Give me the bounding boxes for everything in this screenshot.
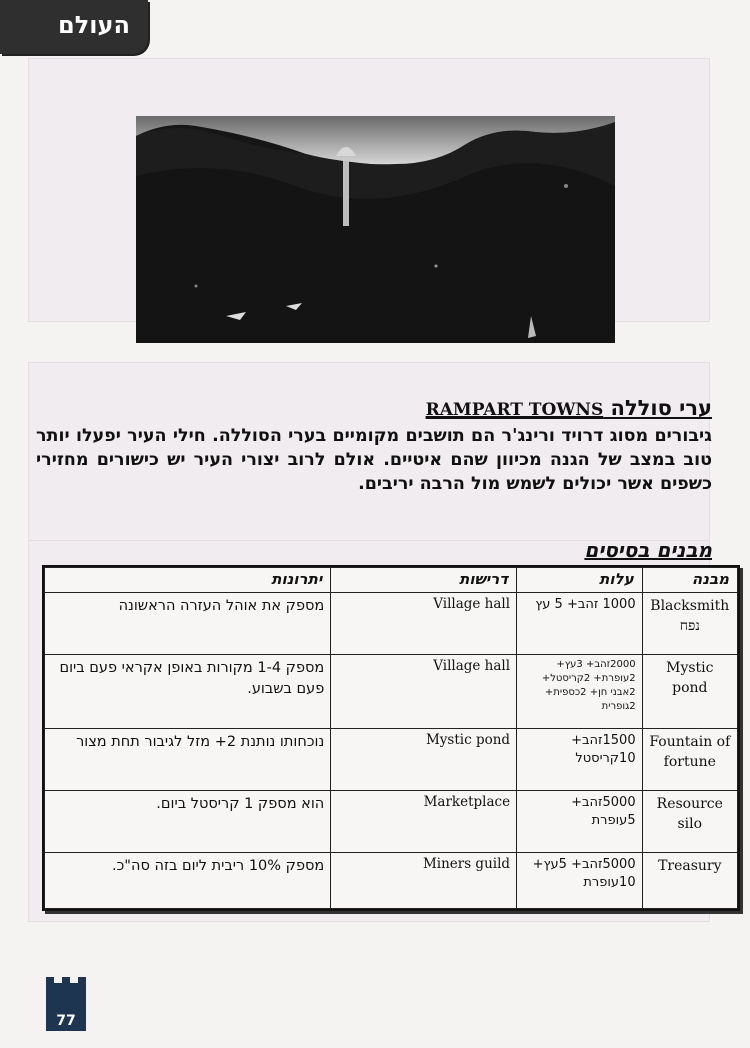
page-number: 77 — [56, 1013, 76, 1029]
tower-crenel-icon — [62, 977, 70, 984]
building-benefit: נוכחותו נותנת 2+ מזל לגיבור תחת מצור — [45, 729, 331, 791]
building-requirement: Village hall — [331, 655, 517, 729]
building-benefit: מספק 1-4 מקורות באופן אקראי פעם ביום פעם בשבוע. — [45, 655, 331, 729]
column-header: מבנה — [642, 568, 737, 593]
chapter-tab — [0, 0, 148, 54]
building-cost: 1000 זהב+ 5 עץ — [517, 593, 643, 655]
building-benefit: מספק 10% ריבית ליום בזה סה"כ. — [45, 853, 331, 909]
building-cost: 2000זהב+ 3עץ+ 2עופרת+ 2קריסטל+ 2אבני חן+ 2כספית+ 2גופרית — [517, 655, 643, 729]
building-benefit: מספק את אוהל העזרה הראשונה — [45, 593, 331, 655]
heading-latin: RAMPART TOWNS — [425, 400, 604, 420]
table-row — [45, 853, 738, 909]
building-cost: 5000זהב+ 5עץ+ 10עופרת — [517, 853, 643, 909]
table-row — [45, 791, 738, 853]
building-requirement: Mystic pond — [331, 729, 517, 791]
building-name: Blacksmith נפח — [642, 593, 737, 655]
building-name: Resource silo — [642, 791, 737, 853]
section-heading — [426, 396, 712, 420]
buildings-table — [42, 565, 740, 911]
landscape-illustration — [136, 116, 615, 343]
page-number-badge — [46, 983, 86, 1031]
building-name: Treasury — [642, 853, 737, 909]
intro-paragraph: גיבורים מסוג דרויד ורינג'ר הם תושבים מקומיים בערי הסוללה. חילי העיר יפעלו יותר טוב במצב של הגנה מכיוון שהם איטיים. אולם לרוב יצורי העיר יש כישורים מחזירי כשפים אשר יכולים לשמש מול הרבה יריבים. — [36, 426, 712, 494]
building-requirement: Miners guild — [331, 853, 517, 909]
table-header-row — [45, 568, 738, 593]
building-requirement: Village hall — [331, 593, 517, 655]
table-row — [45, 655, 738, 729]
heading-hebrew: ערי סוללה — [610, 396, 712, 420]
building-requirement: Marketplace — [331, 791, 517, 853]
table-row — [45, 593, 738, 655]
column-header: דרישות — [331, 568, 517, 593]
building-name: Fountain of fortune — [642, 729, 737, 791]
building-benefit: הוא מספק 1 קריסטל ביום. — [45, 791, 331, 853]
chapter-title: העולם — [58, 11, 130, 39]
rampart-town-photo — [136, 116, 615, 343]
column-header: עלות — [517, 568, 643, 593]
building-cost: 1500זהב+ 10קריסטל — [517, 729, 643, 791]
tower-crenel-icon — [46, 977, 54, 984]
table-row — [45, 729, 738, 791]
column-header: יתרונות — [45, 568, 331, 593]
tower-crenel-icon — [78, 977, 86, 984]
building-name: Mystic pond — [642, 655, 737, 729]
buildings-table-title: מבנים בסיסים — [584, 538, 712, 562]
building-cost: 5000זהב+ 5עופרת — [517, 791, 643, 853]
